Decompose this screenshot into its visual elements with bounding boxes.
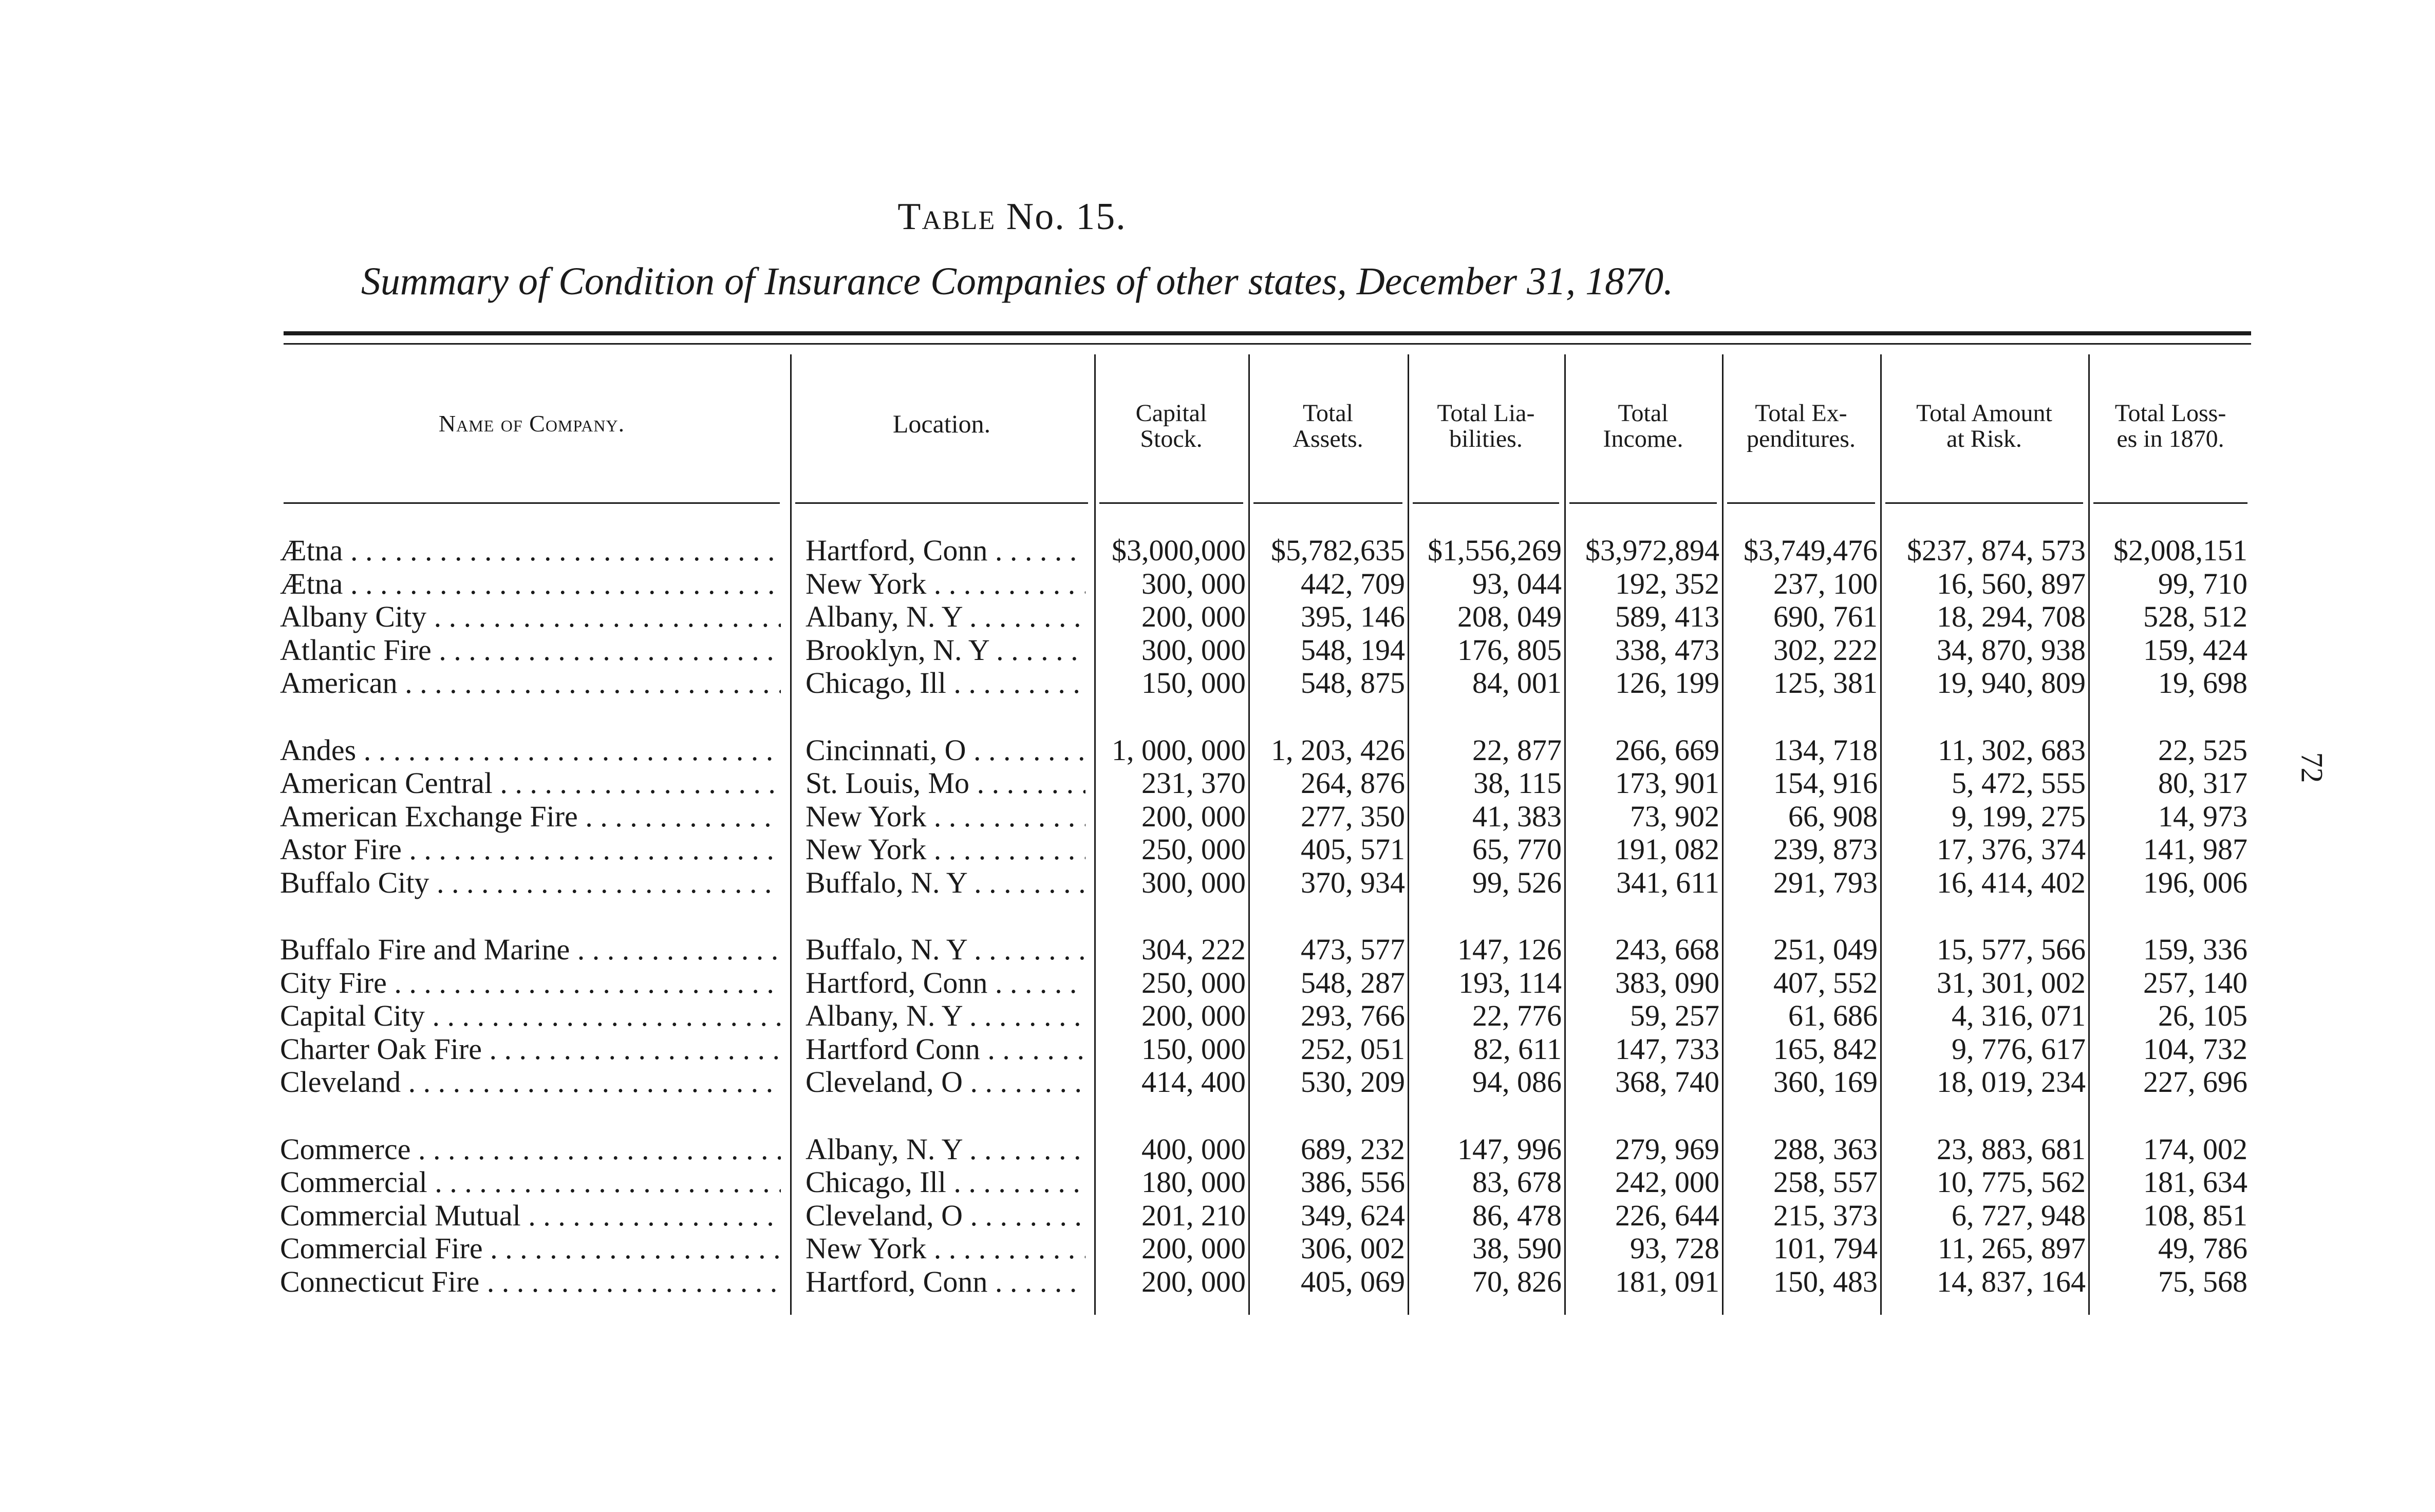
risk-cell: 23, 883, 681 [1937,1132,2086,1166]
header-line: penditures. [1747,425,1856,452]
capital-cell: 200, 000 [1141,1265,1246,1298]
header-line: Assets. [1293,425,1363,452]
losses-cell: 174, 002 [2143,1132,2247,1166]
losses-cell: 75, 568 [2158,1265,2247,1298]
table-row [0,534,2435,568]
assets-cell: 530, 209 [1301,1066,1405,1099]
capital-cell: 304, 222 [1141,933,1246,966]
capital-cell: 200, 000 [1141,999,1246,1032]
expenditures-cell: 150, 483 [1773,1265,1878,1298]
losses-cell: 141, 987 [2143,833,2247,866]
header-line: es in 1870. [2116,425,2224,452]
expenditures-cell: 165, 842 [1773,1032,1878,1066]
capital-cell: 250, 000 [1141,833,1246,866]
risk-cell: 9, 776, 617 [1952,1032,2086,1066]
capital-cell: 200, 000 [1141,800,1246,833]
page-number: 72 [2295,752,2329,783]
liabilities-cell: 84, 001 [1472,667,1562,700]
risk-cell: 11, 302, 683 [1938,733,2086,767]
capital-cell: 300, 000 [1141,866,1246,899]
assets-cell: 548, 875 [1301,667,1405,700]
capital-cell: 200, 000 [1141,1232,1246,1265]
expenditures-cell: $3,749,476 [1744,534,1878,567]
header-line: Total Loss- [2114,400,2226,427]
expenditures-cell: 291, 793 [1773,866,1878,899]
company-name-cell [280,534,781,567]
liabilities-cell: 208, 049 [1457,600,1562,633]
location: Hartford, Conn [806,534,988,567]
risk-cell: 16, 414, 402 [1937,866,2086,899]
location-cell [806,767,1085,800]
expenditures-cell: 360, 169 [1773,1066,1878,1099]
company-name-cell [280,967,781,999]
liabilities-cell: 38, 590 [1472,1232,1562,1265]
location-cell [806,568,1085,600]
losses-cell: 22, 525 [2158,733,2247,767]
company-name-cell [280,1232,781,1265]
company-name-cell [280,600,781,633]
income-cell: 93, 728 [1630,1232,1719,1265]
losses-cell: 528, 512 [2143,600,2247,633]
company-name: Ætna [280,534,343,567]
company-name-cell [280,568,781,600]
expenditures-cell: 101, 794 [1773,1232,1878,1265]
risk-cell: 34, 870, 938 [1937,633,2086,667]
liabilities-cell: 193, 114 [1458,966,1562,999]
liabilities-cell: 83, 678 [1472,1166,1562,1199]
location-cell [806,1199,1085,1232]
header-line: Total [1303,400,1353,427]
location: Buffalo, N. Y [806,866,967,899]
location-cell [806,1066,1085,1099]
assets-cell: 442, 709 [1301,567,1405,600]
table-row [0,600,2435,634]
capital-cell: 300, 000 [1141,567,1246,600]
location-cell [806,634,1085,667]
income-cell: 191, 082 [1615,833,1719,866]
losses-cell: 159, 336 [2143,933,2247,966]
risk-cell: 14, 837, 164 [1937,1265,2086,1298]
location: St. Louis, Mo [806,767,970,800]
company-name-cell [280,1265,781,1298]
expenditures-cell: 237, 100 [1773,567,1878,600]
table-row [0,1033,2435,1066]
income-cell: 192, 352 [1615,567,1719,600]
income-cell: 73, 902 [1630,800,1719,833]
assets-cell: 370, 934 [1301,866,1405,899]
assets-cell: 689, 232 [1301,1132,1405,1166]
assets-cell: 473, 577 [1301,933,1405,966]
company-name-cell [280,1066,781,1099]
location-cell [806,800,1085,833]
header-line: Total Amount [1916,400,2052,427]
table-subtitle: Summary of Condition of Insurance Companies of other states, December 31, 1870. [361,260,1674,303]
risk-cell: 16, 560, 897 [1937,567,2086,600]
header-line: Total Ex- [1755,400,1847,427]
header-underline [1569,502,1717,504]
location-cell [806,933,1085,966]
capital-cell: 1, 000, 000 [1112,733,1246,767]
risk-cell: 11, 265, 897 [1938,1232,2086,1265]
liabilities-cell: 176, 805 [1457,633,1562,667]
expenditures-cell: 215, 373 [1773,1199,1878,1232]
header-line: Total [1618,400,1669,427]
income-cell: 126, 199 [1615,667,1719,700]
liabilities-cell: 82, 611 [1473,1032,1562,1066]
company-name: Atlantic Fire [280,633,432,667]
risk-cell: 9, 199, 275 [1952,800,2086,833]
location: Albany, N. Y [806,999,962,1032]
header-line: Income. [1603,425,1683,452]
liabilities-cell: 22, 877 [1472,733,1562,767]
location: New York [806,1232,927,1265]
assets-cell: $5,782,635 [1271,534,1405,567]
company-name: Commerce [280,1132,411,1166]
losses-cell: 257, 140 [2143,966,2247,999]
income-cell: $3,972,894 [1585,534,1719,567]
location-cell [806,967,1085,999]
liabilities-cell: 41, 383 [1472,800,1562,833]
risk-cell: 18, 294, 708 [1937,600,2086,633]
capital-cell: 400, 000 [1141,1132,1246,1166]
location: Hartford, Conn [806,1265,988,1298]
assets-cell: 386, 556 [1301,1166,1405,1199]
company-name-cell [280,634,781,667]
liabilities-cell: 147, 996 [1457,1132,1562,1166]
table-title [0,195,2024,239]
income-cell: 242, 000 [1615,1166,1719,1199]
company-name-cell [280,1133,781,1166]
location: Hartford, Conn [806,966,988,999]
company-name-cell [280,667,781,700]
location-cell [806,667,1085,700]
losses-cell: 159, 424 [2143,633,2247,667]
company-name: American Exchange Fire [280,800,578,833]
header-capital-stock [1099,401,1243,452]
capital-cell: 250, 000 [1141,966,1246,999]
company-name-cell [280,734,781,767]
header-underline [1099,502,1243,504]
expenditures-cell: 66, 908 [1788,800,1878,833]
company-name-cell [280,767,781,800]
location-cell [806,999,1085,1032]
company-name: Buffalo City [280,866,429,899]
location: New York [806,567,927,600]
assets-cell: 252, 051 [1301,1032,1405,1066]
company-name: Ætna [280,567,343,600]
losses-cell: 227, 696 [2143,1066,2247,1099]
expenditures-cell: 61, 686 [1788,999,1878,1032]
liabilities-cell: 22, 776 [1472,999,1562,1032]
income-cell: 279, 969 [1615,1132,1719,1166]
company-name: City Fire [280,966,387,999]
table-title-prefix: Table [897,196,996,238]
table-row [0,767,2435,800]
expenditures-cell: 134, 718 [1773,733,1878,767]
liabilities-cell: 38, 115 [1473,767,1562,800]
assets-cell: 293, 766 [1301,999,1405,1032]
table-title-number: No. 15. [1006,196,1127,238]
company-name: Albany City [280,600,427,633]
header-name-of-company: Name of Company. [438,410,625,437]
header-underline [284,502,780,504]
losses-cell: 196, 006 [2143,866,2247,899]
location-cell [806,734,1085,767]
losses-cell: 181, 634 [2143,1166,2247,1199]
expenditures-cell: 239, 873 [1773,833,1878,866]
company-name: Commercial Mutual [280,1199,521,1232]
table-row [0,667,2435,700]
income-cell: 383, 090 [1615,966,1719,999]
company-name-cell [280,999,781,1032]
income-cell: 181, 091 [1615,1265,1719,1298]
header-total-amount-at-risk [1885,401,2083,452]
capital-cell: 231, 370 [1141,767,1246,800]
location: Albany, N. Y [806,1132,962,1166]
location: Cleveland, O [806,1066,963,1099]
company-name-cell [280,833,781,866]
income-cell: 173, 901 [1615,767,1719,800]
location-cell [806,833,1085,866]
assets-cell: 277, 350 [1301,800,1405,833]
top-rule-thin [284,343,2251,345]
losses-cell: 19, 698 [2158,667,2247,700]
location: Buffalo, N. Y [806,933,967,966]
capital-cell: 201, 210 [1141,1199,1246,1232]
header-line: at Risk. [1946,425,2022,452]
location: Cincinnati, O [806,733,966,767]
location-cell [806,1232,1085,1265]
income-cell: 341, 611 [1616,866,1719,899]
risk-cell: 10, 775, 562 [1937,1166,2086,1199]
location: Cleveland, O [806,1199,963,1232]
header-line: Capital [1135,400,1207,427]
liabilities-cell: 70, 826 [1472,1265,1562,1298]
location: Albany, N. Y [806,600,962,633]
header-total-assets [1253,401,1402,452]
header-total-losses [2093,401,2247,452]
liabilities-cell: 147, 126 [1457,933,1562,966]
table-row [0,933,2435,967]
table-row [0,1265,2435,1299]
location: Chicago, Ill [806,667,946,700]
company-name: American Central [280,767,493,800]
risk-cell: 31, 301, 002 [1937,966,2086,999]
header-underline [1727,502,1875,504]
company-name: American [280,667,398,700]
header-line: Stock. [1140,425,1203,452]
table-row [0,734,2435,767]
location-cell [806,1033,1085,1066]
losses-cell: 104, 732 [2143,1032,2247,1066]
risk-cell: 19, 940, 809 [1937,667,2086,700]
header-location: Location. [892,409,991,438]
location: Brooklyn, N. Y [806,633,989,667]
liabilities-cell: 94, 086 [1472,1066,1562,1099]
income-cell: 368, 740 [1615,1066,1719,1099]
losses-cell: 14, 973 [2158,800,2247,833]
location: Hartford Conn [806,1032,980,1066]
location: New York [806,800,927,833]
losses-cell: 99, 710 [2158,567,2247,600]
income-cell: 338, 473 [1615,633,1719,667]
capital-cell: 300, 000 [1141,633,1246,667]
company-name: Buffalo Fire and Marine [280,933,570,966]
company-name: Cleveland [280,1066,401,1099]
table-row [0,866,2435,900]
capital-cell: 180, 000 [1141,1166,1246,1199]
assets-cell: 548, 194 [1301,633,1405,667]
location-cell [806,1133,1085,1166]
income-cell: 226, 644 [1615,1199,1719,1232]
table-body [0,534,2435,1298]
company-name: Commercial Fire [280,1232,483,1265]
header-underline [1885,502,2083,504]
risk-cell: 6, 727, 948 [1952,1199,2086,1232]
company-name: Commercial [280,1166,427,1199]
header-total-income [1569,401,1717,452]
assets-cell: 349, 624 [1301,1199,1405,1232]
capital-cell: 150, 000 [1141,1032,1246,1066]
company-name-cell [280,1033,781,1066]
capital-cell: 414, 400 [1141,1066,1246,1099]
assets-cell: 395, 146 [1301,600,1405,633]
risk-cell: 5, 472, 555 [1952,767,2086,800]
table-row [0,568,2435,601]
losses-cell: 108, 851 [2143,1199,2247,1232]
header-underline [1253,502,1402,504]
losses-cell: 49, 786 [2158,1232,2247,1265]
table-row [0,999,2435,1033]
table-row [0,1166,2435,1199]
risk-cell: 17, 376, 374 [1937,833,2086,866]
header-underline [1413,502,1559,504]
company-name: Astor Fire [280,833,402,866]
company-name-cell [280,933,781,966]
table-row [0,1066,2435,1099]
table-row [0,634,2435,667]
liabilities-cell: 93, 044 [1472,567,1562,600]
table-row [0,1232,2435,1265]
capital-cell: 150, 000 [1141,667,1246,700]
expenditures-cell: 258, 557 [1773,1166,1878,1199]
expenditures-cell: 251, 049 [1773,933,1878,966]
capital-cell: 200, 000 [1141,600,1246,633]
income-cell: 266, 669 [1615,733,1719,767]
capital-cell: $3,000,000 [1112,534,1246,567]
losses-cell: $2,008,151 [2113,534,2247,567]
header-underline [2093,502,2247,504]
company-name: Andes [280,733,357,767]
table-row [0,833,2435,866]
company-name: Charter Oak Fire [280,1032,482,1066]
expenditures-cell: 690, 761 [1773,600,1878,633]
company-name-cell [280,1199,781,1232]
location-cell [806,866,1085,899]
risk-cell: 18, 019, 234 [1937,1066,2086,1099]
header-line: bilities. [1449,425,1523,452]
income-cell: 59, 257 [1630,999,1719,1032]
risk-cell: $237, 874, 573 [1907,534,2086,567]
liabilities-cell: 86, 478 [1472,1199,1562,1232]
liabilities-cell: 65, 770 [1472,833,1562,866]
table-row [0,1133,2435,1166]
liabilities-cell: 99, 526 [1472,866,1562,899]
assets-cell: 1, 203, 426 [1271,733,1405,767]
location-cell [806,534,1085,567]
income-cell: 589, 413 [1615,600,1719,633]
table-row [0,1199,2435,1233]
income-cell: 147, 733 [1615,1032,1719,1066]
location-cell [806,600,1085,633]
expenditures-cell: 288, 363 [1773,1132,1878,1166]
liabilities-cell: $1,556,269 [1428,534,1562,567]
location: Chicago, Ill [806,1166,946,1199]
expenditures-cell: 125, 381 [1773,667,1878,700]
expenditures-cell: 154, 916 [1773,767,1878,800]
header-total-liabilities [1413,401,1559,452]
header-total-expenditures [1727,401,1875,452]
top-rule-thick [284,331,2251,335]
assets-cell: 264, 876 [1301,767,1405,800]
location-cell [806,1265,1085,1298]
company-name: Connecticut Fire [280,1265,480,1298]
expenditures-cell: 407, 552 [1773,966,1878,999]
income-cell: 243, 668 [1615,933,1719,966]
company-name-cell [280,1166,781,1199]
table-row [0,967,2435,1000]
company-name-cell [280,800,781,833]
header-line: Total Lia- [1437,400,1535,427]
losses-cell: 80, 317 [2158,767,2247,800]
company-name-cell [280,866,781,899]
location-cell [806,1166,1085,1199]
table-row [0,800,2435,834]
assets-cell: 405, 069 [1301,1265,1405,1298]
losses-cell: 26, 105 [2158,999,2247,1032]
expenditures-cell: 302, 222 [1773,633,1878,667]
company-name: Capital City [280,999,425,1032]
location: New York [806,833,927,866]
assets-cell: 306, 002 [1301,1232,1405,1265]
header-underline [795,502,1088,504]
assets-cell: 548, 287 [1301,966,1405,999]
risk-cell: 4, 316, 071 [1952,999,2086,1032]
risk-cell: 15, 577, 566 [1937,933,2086,966]
assets-cell: 405, 571 [1301,833,1405,866]
